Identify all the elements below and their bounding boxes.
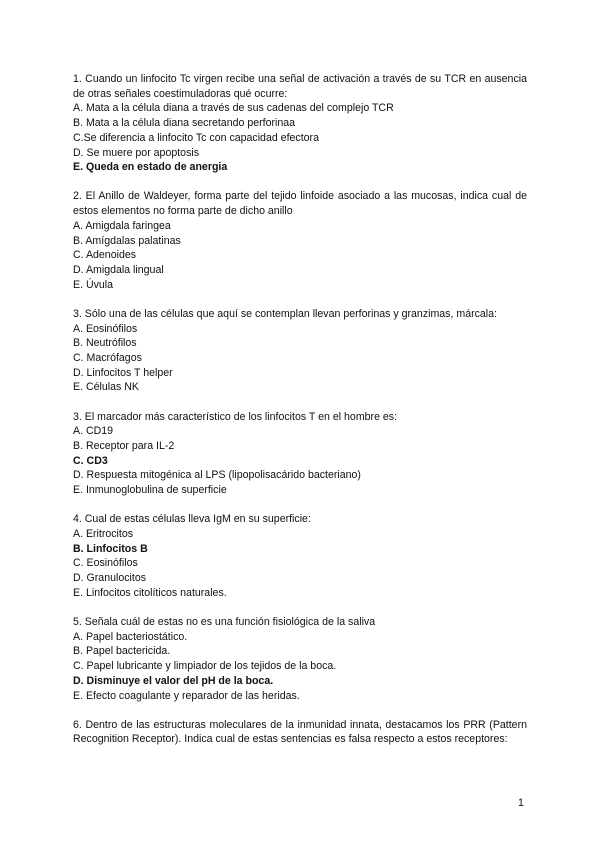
answer-option-b: B. Amígdalas palatinas — [73, 234, 181, 247]
answer-option-b: B. Receptor para IL-2 — [73, 439, 175, 452]
answer-option-e: E. Inmunoglobulina de superficie — [73, 484, 227, 497]
answer-option-d: D. Amigdala lingual — [73, 263, 164, 276]
answer-option-e: E. Efecto coagulante y reparador de las heridas. — [73, 689, 300, 702]
question-7 — [73, 718, 527, 747]
answer-option-d: D. Granulocitos — [73, 572, 147, 585]
answer-option-b-correct: B. Linfocitos B — [73, 542, 148, 555]
answer-option-c: C.Se diferencia a linfocito Tc con capacidad efectora — [73, 131, 319, 144]
question-1 — [73, 72, 527, 175]
answer-option-d: D. Respuesta mitogénica al LPS (lipopolisacárido bacteriano) — [73, 469, 361, 482]
question-stem: 3. Sólo una de las células que aquí se contemplan llevan perforinas y granzimas, márcala: — [73, 307, 497, 320]
answer-option-d: D. Linfocitos T helper — [73, 366, 173, 379]
answer-option-a: A. Eosinófilos — [73, 322, 138, 335]
question-5 — [73, 512, 527, 600]
question-3 — [73, 307, 527, 395]
answer-option-b: B. Neutrófilos — [73, 337, 137, 350]
answer-option-e-correct: E. Queda en estado de anergia — [73, 161, 228, 174]
answer-option-a: A. Eritrocitos — [73, 527, 134, 540]
answer-option-e: E. Células NK — [73, 381, 139, 394]
question-stem: 1. Cuando un linfocito Tc virgen recibe una señal de activación a través de su TCR en ausencia de otras señales coestimuladoras qué ocurre: — [73, 73, 527, 100]
answer-option-e: E. Úvula — [73, 278, 114, 291]
answer-option-c: C. Macrófagos — [73, 351, 142, 364]
answer-option-b: B. Papel bactericida. — [73, 645, 171, 658]
question-stem: 5. Señala cuál de estas no es una función fisiológica de la saliva — [73, 616, 376, 628]
answer-option-a: A. Amigdala faringea — [73, 219, 171, 232]
answer-option-d: D. Se muere por apoptosis — [73, 146, 200, 159]
question-6 — [73, 615, 527, 703]
question-stem: 4. Cual de estas células lleva IgM en su superficie: — [73, 513, 311, 526]
answer-option-c: C. Eosinófilos — [73, 557, 138, 570]
question-list — [73, 72, 527, 762]
question-4 — [73, 410, 527, 498]
answer-option-a: A. CD19 — [73, 425, 114, 438]
answer-option-d-correct: D. Disminuye el valor del pH de la boca. — [73, 674, 274, 687]
answer-option-c-correct: C. CD3 — [73, 454, 108, 467]
question-2 — [73, 189, 527, 292]
answer-option-c: C. Papel lubricante y limpiador de los tejidos de la boca. — [73, 660, 337, 673]
answer-option-b: B. Mata a la célula diana secretando perforinaa — [73, 117, 296, 130]
answer-option-c: C. Adenoides — [73, 249, 137, 262]
question-stem: 2. El Anillo de Waldeyer, forma parte del tejido linfoide asociado a las mucosas, indica cual de estos elementos no forma parte de dicho anillo — [73, 190, 527, 218]
question-stem: 3. El marcador más característico de los linfocitos T en el hombre es: — [73, 410, 398, 423]
answer-option-e: E. Linfocitos citolíticos naturales. — [73, 586, 227, 599]
answer-option-a: A. Mata a la célula diana a través de sus cadenas del complejo TCR — [73, 102, 394, 115]
answer-option-a: A. Papel bacteriostático. — [73, 630, 188, 643]
page-number: 1 — [518, 797, 524, 809]
question-stem: 6. Dentro de las estructuras moleculares de la inmunidad innata, destacamos los PRR (Pattern Recognition Receptor). Indica cual de estas sentencias es falsa respecto a estos receptores: — [73, 718, 527, 746]
